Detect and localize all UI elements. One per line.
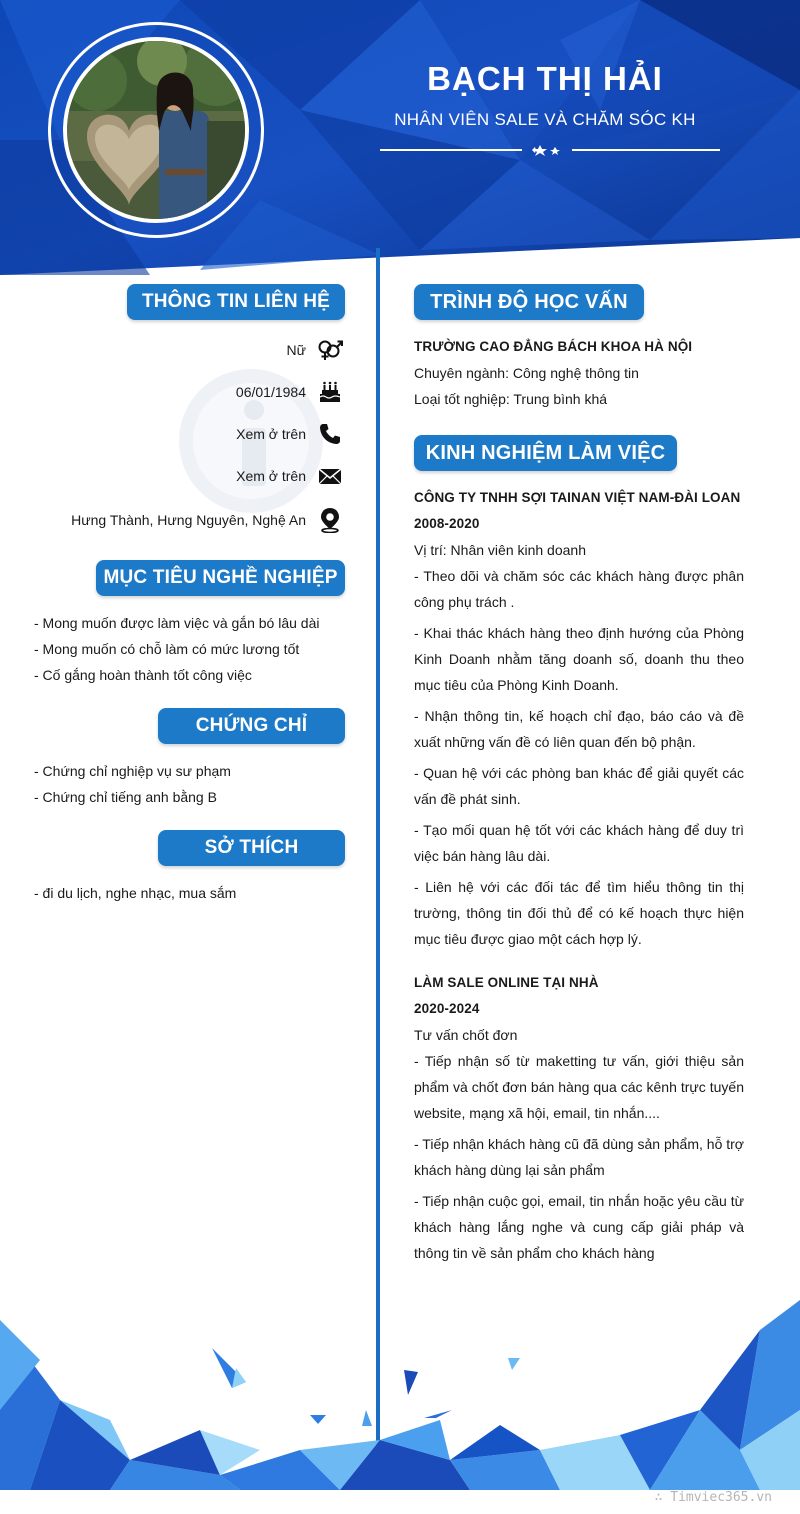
job-duty: - Theo dõi và chăm sóc các khách hàng được phân công phụ trách . <box>414 568 744 610</box>
brand-watermark: ∴ Timviec365.vn <box>654 1490 772 1505</box>
job-period: 2008-2020 <box>414 516 480 531</box>
education-section <box>414 334 744 412</box>
contact-gender <box>287 336 344 364</box>
objective-list <box>34 610 354 688</box>
school-name: TRƯỜNG CAO ĐẲNG BÁCH KHOA HÀ NỘI <box>414 339 693 354</box>
list-item: - đi du lịch, nghe nhạc, mua sắm <box>34 885 237 901</box>
contact-gender-value: Nữ <box>286 342 306 358</box>
hobbies-heading: SỞ THÍCH <box>158 830 345 866</box>
certificates-heading: CHỨNG CHỈ <box>158 708 345 744</box>
contact-birthday <box>236 378 344 406</box>
contact-email-value: Xem ở trên <box>236 468 306 484</box>
avatar <box>63 37 249 223</box>
job-duty: - Tiếp nhận số từ maketting tư vấn, giới thiệu sản phẩm và chốt đơn bán hàng qua các kênh trực tuyến website, mạng xã hội, email, tin nhắn.... <box>414 1053 744 1121</box>
candidate-name: BẠCH THỊ HẢI <box>427 60 663 97</box>
hobbies-list <box>34 880 354 906</box>
list-item: - Mong muốn được làm việc và gắn bó lâu dài <box>34 615 320 631</box>
education-grade: Loại tốt nghiệp: Trung bình khá <box>414 391 608 407</box>
experience-section <box>414 485 744 1266</box>
job-duty: - Tạo mối quan hệ tốt với các khách hàng để duy trì việc bán hàng lâu dài. <box>414 822 744 864</box>
list-item: - Mong muốn có chỗ làm có mức lương tốt <box>34 641 300 657</box>
contact-address <box>71 506 344 534</box>
education-heading: TRÌNH ĐỘ HỌC VẤN <box>414 284 644 320</box>
email-icon <box>316 462 344 490</box>
contact-heading: THÔNG TIN LIÊN HỆ <box>127 284 345 320</box>
job-duty: - Tiếp nhận khách hàng cũ đã dùng sản phẩm, hỗ trợ khách hàng dùng lại sản phẩm <box>414 1136 744 1178</box>
job-duty: - Quan hệ với các phòng ban khác để giải quyết các vấn đề phát sinh. <box>414 765 744 807</box>
list-item: - Cố gắng hoàn thành tốt công việc <box>34 667 252 683</box>
contact-phone-value: Xem ở trên <box>236 426 306 442</box>
list-item: - Chứng chỉ nghiệp vụ sư phạm <box>34 763 231 779</box>
job-duty: - Liên hệ với các đối tác để tìm hiểu thông tin thị trường, thông tin đối thủ để có kế hoạch thực hiện mục tiêu được giao một cách hợp lý. <box>414 879 744 947</box>
contact-birthday-value: 06/01/1984 <box>235 384 306 400</box>
footer-decoration <box>0 1300 800 1490</box>
job-duty: - Tiếp nhận cuộc gọi, email, tin nhắn hoặc yêu cầu từ khách hàng lắng nghe và cung cấp giải pháp và thông tin về sản phẩm cho khách hàng <box>414 1193 744 1261</box>
job-position: Tư vấn chốt đơn <box>414 1027 518 1043</box>
avatar-frame <box>48 22 264 238</box>
gender-icon <box>316 336 344 364</box>
contact-email <box>236 462 344 490</box>
birthday-cake-icon <box>316 378 344 406</box>
education-major: Chuyên ngành: Công nghệ thông tin <box>414 365 639 381</box>
phone-icon <box>316 420 344 448</box>
job-duty: - Nhận thông tin, kế hoạch chỉ đạo, báo cáo và đề xuất những vấn đề có liên quan đến bộ phận. <box>414 708 744 750</box>
objective-heading: MỤC TIÊU NGHỀ NGHIỆP <box>96 560 345 596</box>
location-pin-icon <box>316 506 344 534</box>
title-divider <box>380 142 720 158</box>
job-title: NHÂN VIÊN SALE VÀ CHĂM SÓC KH <box>394 110 696 129</box>
certificates-list <box>34 758 354 810</box>
job-position: Vị trí: Nhân viên kinh doanh <box>414 542 586 558</box>
job-company: CÔNG TY TNHH SỢI TAINAN VIỆT NAM-ĐÀI LOAN <box>414 490 741 505</box>
job-period: 2020-2024 <box>414 1001 480 1016</box>
job-company: LÀM SALE ONLINE TẠI NHÀ <box>414 975 599 990</box>
column-divider <box>376 248 380 1448</box>
experience-heading: KINH NGHIỆM LÀM VIỆC <box>414 435 677 471</box>
list-item: - Chứng chỉ tiếng anh bằng B <box>34 789 217 805</box>
job-duty: - Khai thác khách hàng theo định hướng của Phòng Kinh Doanh nhằm tăng doanh số, doanh thu theo mục tiêu của Phòng Kinh Doanh. <box>414 625 744 693</box>
contact-phone <box>236 420 344 448</box>
contact-address-value: Hưng Thành, Hưng Nguyên, Nghệ An <box>71 512 306 528</box>
